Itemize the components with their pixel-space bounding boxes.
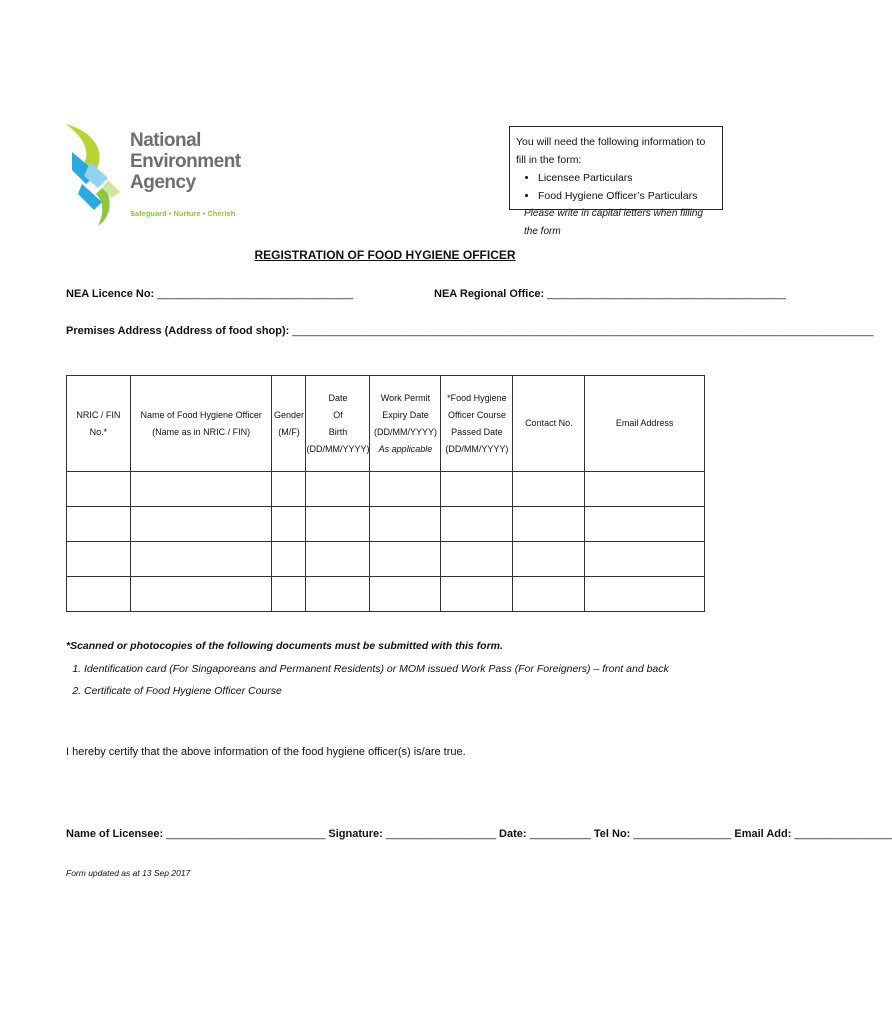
table-header-line: Of <box>333 409 343 420</box>
licensee-signoff <box>66 828 892 840</box>
notes-list <box>66 658 669 702</box>
premises-label: Premises Address (Address of food shop): <box>66 325 290 337</box>
table-cell[interactable] <box>67 542 131 577</box>
table-cell[interactable] <box>67 507 131 542</box>
table-cell[interactable] <box>130 542 272 577</box>
table-cell[interactable] <box>67 472 131 507</box>
table-header-line: Passed Date <box>451 426 503 437</box>
licensee-name-line[interactable]: __________________________ <box>166 828 326 840</box>
table-header-cell <box>513 376 585 472</box>
licensee-name-label: Name of Licensee: <box>66 828 164 840</box>
email-line[interactable]: ________________ <box>794 828 892 840</box>
table-cell[interactable] <box>370 542 441 577</box>
table-header-line: As applicable <box>378 443 433 454</box>
nea-logo <box>64 122 241 226</box>
table-header-cell <box>130 376 272 472</box>
premises-field[interactable] <box>66 325 874 337</box>
table-header-line: (Name as in NRIC / FIN) <box>152 426 251 437</box>
table-header-line: Birth <box>328 426 348 437</box>
table-cell[interactable] <box>441 507 513 542</box>
form-updated-note: Form updated as at 13 Sep 2017 <box>66 868 191 878</box>
instructions-item: • Licensee Particulars <box>538 169 716 187</box>
table-cell[interactable] <box>513 472 585 507</box>
table-body <box>67 472 705 612</box>
table-header-line: (DD/MM/YYYY) <box>306 443 370 454</box>
instructions-intro: You will need the following information to fill in the form: <box>516 136 706 166</box>
table-cell[interactable] <box>306 542 370 577</box>
licence-label: NEA Licence No: <box>66 288 155 300</box>
table-row <box>67 507 705 542</box>
table-cell[interactable] <box>513 577 585 612</box>
table-header-line: (DD/MM/YYYY) <box>373 426 437 437</box>
regional-office-label: NEA Regional Office: <box>434 288 545 300</box>
signature-label: Signature: <box>328 828 383 840</box>
date-label: Date: <box>499 828 527 840</box>
instructions-list <box>516 169 716 205</box>
table-cell[interactable] <box>370 577 441 612</box>
table-cell[interactable] <box>585 542 705 577</box>
table-cell[interactable] <box>441 577 513 612</box>
table-cell[interactable] <box>513 507 585 542</box>
table-header-line: Officer Course <box>447 409 506 420</box>
logo-tagline: Safeguard • Nurture • Cherish <box>130 209 236 218</box>
table-header-line: Gender <box>273 409 304 420</box>
table-cell[interactable] <box>585 577 705 612</box>
table-header-line: Work Permit <box>380 392 431 403</box>
table-cell[interactable] <box>306 507 370 542</box>
notes-item: 2. Certificate of Food Hygiene Officer Course <box>84 680 669 702</box>
nea-emblem-icon <box>64 122 128 226</box>
notes-item: 1. Identification card (For Singaporeans and Permanent Residents) or MOM issued Work Pass (For Foreigners) – front and back <box>84 658 669 680</box>
licence-input-line[interactable]: ________________________________ <box>157 288 354 300</box>
table-row <box>67 472 705 507</box>
date-line[interactable]: __________ <box>529 828 591 840</box>
table-cell[interactable] <box>585 507 705 542</box>
form-title: REGISTRATION OF FOOD HYGIENE OFFICER <box>254 248 516 262</box>
tel-line[interactable]: ________________ <box>633 828 732 840</box>
regional-office-input-line[interactable]: _______________________________________ <box>547 288 786 300</box>
instructions-item: • Food Hygiene Officer’s Particulars <box>538 187 716 205</box>
table-cell[interactable] <box>370 472 441 507</box>
premises-input-line[interactable]: _______________________________________________________________________________________________ <box>292 325 874 337</box>
document-notes <box>66 640 669 702</box>
table-cell[interactable] <box>306 472 370 507</box>
table-cell[interactable] <box>585 472 705 507</box>
table-cell[interactable] <box>67 577 131 612</box>
table-header-line: Contact No. <box>525 418 573 428</box>
table-header-row <box>67 376 705 472</box>
table-header-cell <box>441 376 513 472</box>
table-header-cell <box>370 376 441 472</box>
table-header-cell <box>585 376 705 472</box>
tel-label: Tel No: <box>593 828 631 840</box>
table-header-cell <box>272 376 306 472</box>
instructions-note: Please write in capital letters when filling the form <box>524 208 703 237</box>
signature-line[interactable]: __________________ <box>385 828 496 840</box>
table-header-line: Name of Food Hygiene Officer <box>140 409 262 420</box>
table-cell[interactable] <box>130 472 272 507</box>
table-header-line: (M/F) <box>278 426 300 437</box>
table-header-line: Expiry Date <box>382 409 429 420</box>
table-cell[interactable] <box>130 507 272 542</box>
table-row <box>67 542 705 577</box>
regional-office-field[interactable] <box>434 288 786 300</box>
table-cell[interactable] <box>441 542 513 577</box>
table-header-line: (DD/MM/YYYY) <box>445 443 509 454</box>
email-label: Email Add: <box>734 828 792 840</box>
table-cell[interactable] <box>306 577 370 612</box>
officer-table <box>66 375 705 612</box>
table-header-line: *Food Hygiene <box>447 392 507 403</box>
table-cell[interactable] <box>272 577 306 612</box>
table-cell[interactable] <box>513 542 585 577</box>
table-header-cell <box>67 376 131 472</box>
table-header-line: Date <box>328 392 348 403</box>
table-cell[interactable] <box>370 507 441 542</box>
table-cell[interactable] <box>272 472 306 507</box>
logo-line-3: Agency <box>130 172 196 193</box>
instructions-box <box>509 126 723 237</box>
table-row <box>67 577 705 612</box>
certification-statement: I hereby certify that the above information of the food hygiene officer(s) is/are true. <box>66 746 466 758</box>
table-cell[interactable] <box>272 542 306 577</box>
notes-heading: *Scanned or photocopies of the following documents must be submitted with this form. <box>66 640 503 652</box>
table-cell[interactable] <box>272 507 306 542</box>
logo-line-1: National <box>130 130 201 151</box>
licence-field[interactable] <box>66 288 353 300</box>
table-header-line: NRIC / FIN No.* <box>76 409 121 437</box>
table-header-line: Email Address <box>615 418 674 428</box>
logo-line-2: Environment <box>130 151 241 172</box>
table-cell[interactable] <box>441 472 513 507</box>
table-cell[interactable] <box>130 577 272 612</box>
table-header-cell <box>306 376 370 472</box>
